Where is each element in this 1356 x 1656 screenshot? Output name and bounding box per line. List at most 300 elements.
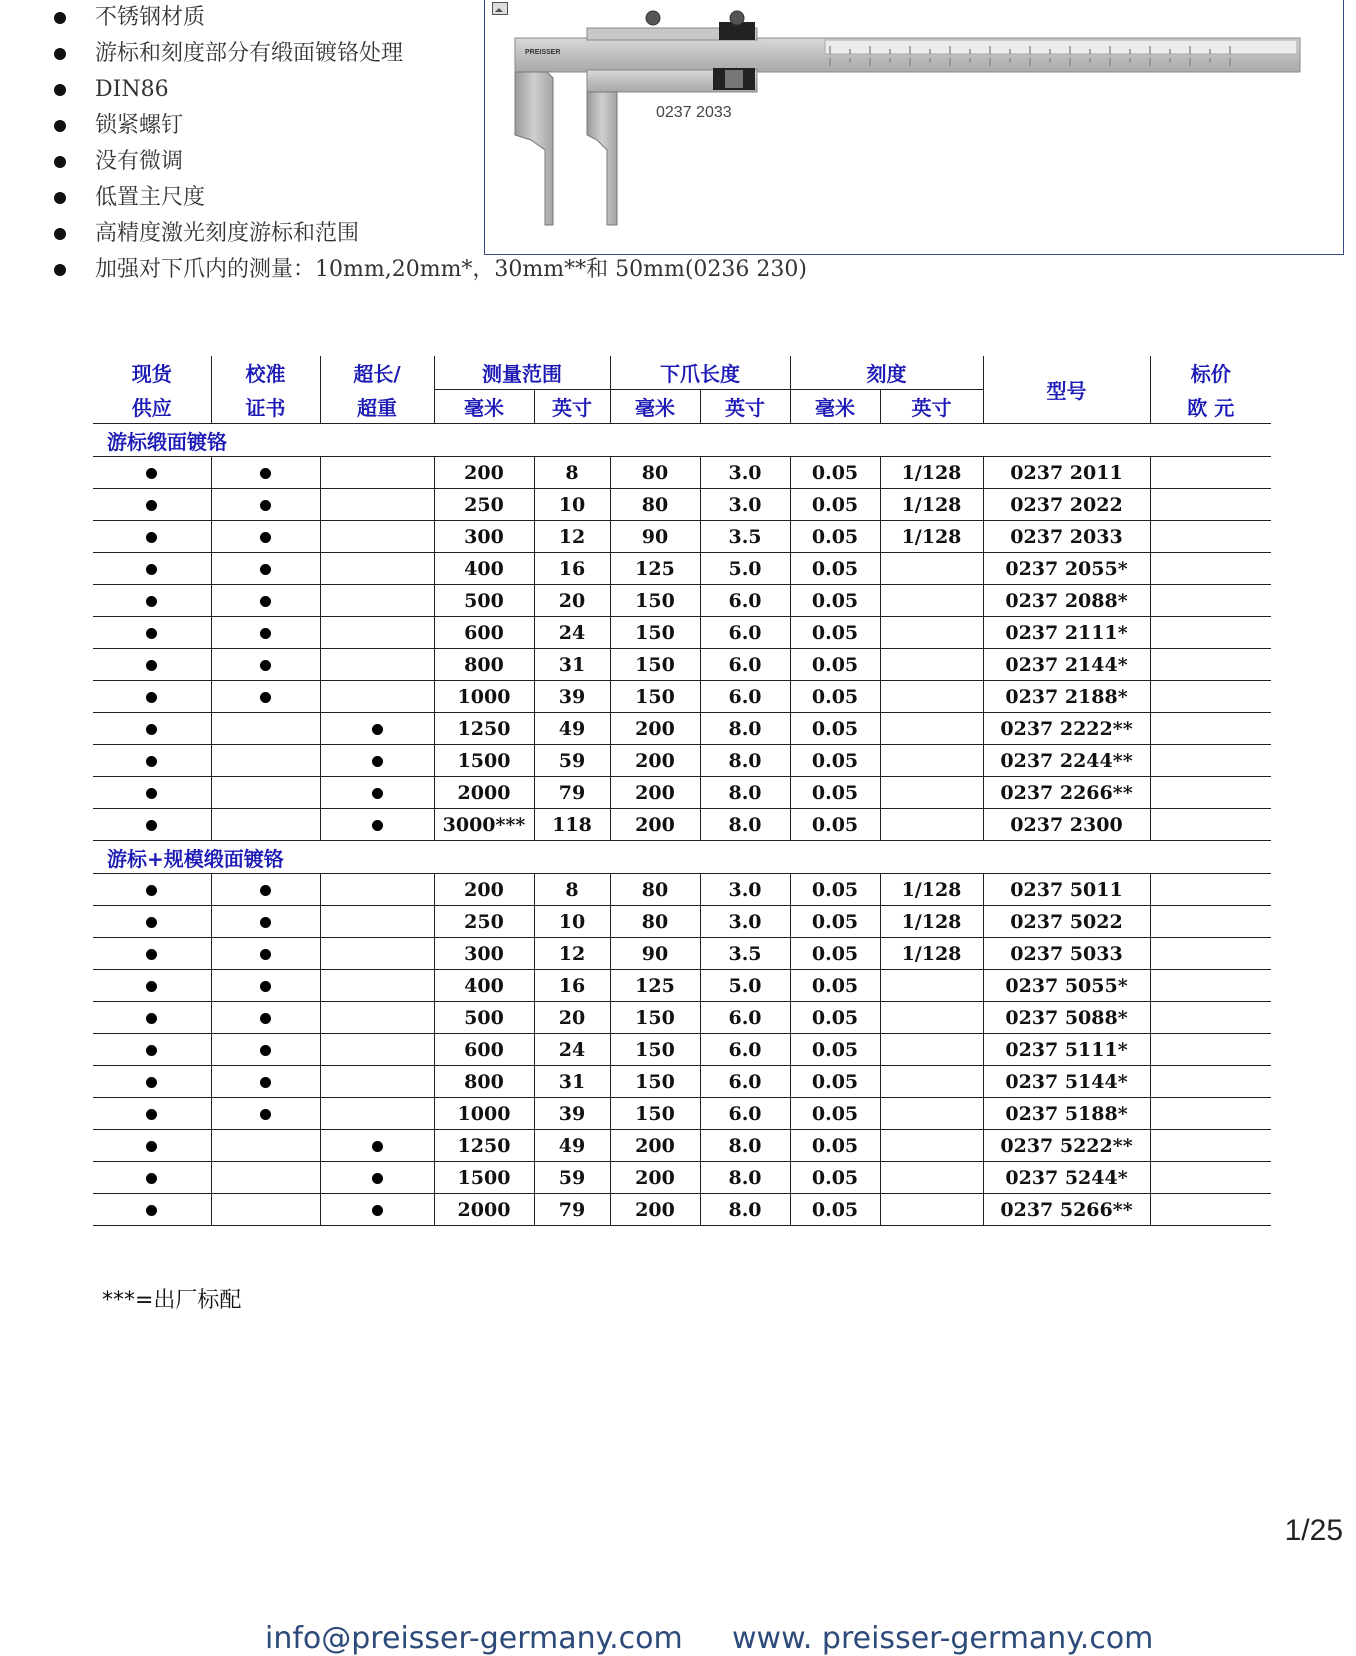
price-cell <box>1150 585 1271 617</box>
header-oversize-2: 超重 <box>320 390 434 424</box>
header-jaw-inch: 英寸 <box>700 390 790 424</box>
footnote: ***=出厂标配 <box>102 1288 242 1313</box>
grad-mm-cell: 0.05 <box>790 938 880 970</box>
bullet-icon <box>146 917 157 928</box>
jaw-in-cell: 3.0 <box>700 457 790 489</box>
bullet-icon <box>260 917 271 928</box>
bullet-icon <box>372 1205 383 1216</box>
model-cell: 0237 5188* <box>983 1098 1150 1130</box>
mm-cell: 1250 <box>434 713 534 745</box>
grad-in-cell <box>880 1034 983 1066</box>
grad-in-cell <box>880 649 983 681</box>
over-cell <box>320 553 434 585</box>
model-cell: 0237 2011 <box>983 457 1150 489</box>
jaw-in-cell: 6.0 <box>700 1034 790 1066</box>
stock-cell <box>93 809 211 841</box>
grad-in-cell <box>880 681 983 713</box>
price-cell <box>1150 649 1271 681</box>
model-cell: 0237 2055* <box>983 553 1150 585</box>
cert-cell <box>211 745 320 777</box>
cert-cell <box>211 585 320 617</box>
over-cell <box>320 809 434 841</box>
section-title: 游标+规模缎面镀铬 <box>93 841 1271 874</box>
header-jaw-mm: 毫米 <box>610 390 700 424</box>
bullet-icon <box>146 692 157 703</box>
stock-cell <box>93 970 211 1002</box>
price-cell <box>1150 874 1271 906</box>
grad-in-cell <box>880 745 983 777</box>
price-cell <box>1150 713 1271 745</box>
model-cell: 0237 2111* <box>983 617 1150 649</box>
bullet-icon <box>260 692 271 703</box>
bullet-icon <box>54 192 66 204</box>
stock-cell <box>93 777 211 809</box>
bullet-icon <box>260 628 271 639</box>
inch-cell: 31 <box>534 649 610 681</box>
jaw-in-cell: 8.0 <box>700 809 790 841</box>
mm-cell: 1000 <box>434 681 534 713</box>
mm-cell: 600 <box>434 1034 534 1066</box>
inch-cell: 49 <box>534 1130 610 1162</box>
grad-in-cell: 1/128 <box>880 906 983 938</box>
jaw-mm-cell: 150 <box>610 649 700 681</box>
bullet-icon <box>260 660 271 671</box>
grad-in-cell <box>880 970 983 1002</box>
header-cert-2: 证书 <box>211 390 320 424</box>
cert-cell <box>211 553 320 585</box>
bullet-icon <box>146 820 157 831</box>
header-grad-inch: 英寸 <box>880 390 983 424</box>
grad-mm-cell: 0.05 <box>790 906 880 938</box>
table-row <box>93 617 1271 649</box>
jaw-in-cell: 3.5 <box>700 938 790 970</box>
jaw-mm-cell: 80 <box>610 906 700 938</box>
bullet-icon <box>54 48 66 60</box>
mm-cell: 250 <box>434 489 534 521</box>
jaw-in-cell: 5.0 <box>700 970 790 1002</box>
cert-cell <box>211 1002 320 1034</box>
caliper-illustration <box>505 0 1325 250</box>
over-cell <box>320 874 434 906</box>
header-jaw-length: 下爪长度 <box>610 356 790 390</box>
grad-in-cell <box>880 777 983 809</box>
grad-mm-cell: 0.05 <box>790 713 880 745</box>
model-cell: 0237 5011 <box>983 874 1150 906</box>
table-row <box>93 938 1271 970</box>
cert-cell <box>211 1066 320 1098</box>
bullet-icon <box>146 1013 157 1024</box>
table-row <box>93 1130 1271 1162</box>
bullet-icon <box>146 949 157 960</box>
model-cell: 0237 2144* <box>983 649 1150 681</box>
product-image-frame <box>484 0 1344 255</box>
stock-cell <box>93 1066 211 1098</box>
over-cell <box>320 585 434 617</box>
jaw-in-cell: 5.0 <box>700 553 790 585</box>
jaw-in-cell: 6.0 <box>700 617 790 649</box>
bullet-icon <box>146 724 157 735</box>
inch-cell: 79 <box>534 1194 610 1226</box>
product-code-label: 0237 2033 <box>656 104 732 121</box>
header-range: 测量范围 <box>434 356 610 390</box>
inch-cell: 49 <box>534 713 610 745</box>
grad-in-cell <box>880 713 983 745</box>
grad-in-cell: 1/128 <box>880 489 983 521</box>
table-row <box>93 1162 1271 1194</box>
inch-cell: 8 <box>534 874 610 906</box>
bullet-icon <box>146 981 157 992</box>
model-cell: 0237 5022 <box>983 906 1150 938</box>
jaw-mm-cell: 200 <box>610 777 700 809</box>
stock-cell <box>93 585 211 617</box>
bullet-icon <box>260 981 271 992</box>
inch-cell: 12 <box>534 938 610 970</box>
mm-cell: 800 <box>434 1066 534 1098</box>
table-row <box>93 457 1271 489</box>
table-row <box>93 585 1271 617</box>
jaw-mm-cell: 200 <box>610 1162 700 1194</box>
bullet-icon <box>146 1141 157 1152</box>
jaw-mm-cell: 80 <box>610 457 700 489</box>
bullet-icon <box>372 1141 383 1152</box>
price-cell <box>1150 457 1271 489</box>
grad-in-cell <box>880 809 983 841</box>
header-stock-1: 现货 <box>131 362 172 387</box>
jaw-in-cell: 3.0 <box>700 906 790 938</box>
bullet-icon <box>146 596 157 607</box>
cert-cell <box>211 938 320 970</box>
bullet-icon <box>54 12 66 24</box>
table-row <box>93 1034 1271 1066</box>
price-cell <box>1150 906 1271 938</box>
mm-cell: 1250 <box>434 1130 534 1162</box>
bullet-icon <box>54 264 66 276</box>
jaw-in-cell: 6.0 <box>700 1066 790 1098</box>
feature-text: 加强对下爪内的测量：10mm,20mm*，30mm**和 50mm(0236 230) <box>95 257 807 282</box>
mm-cell: 1500 <box>434 1162 534 1194</box>
bullet-icon <box>146 532 157 543</box>
bullet-icon <box>146 564 157 575</box>
model-cell: 0237 2222** <box>983 713 1150 745</box>
jaw-mm-cell: 125 <box>610 553 700 585</box>
model-cell: 0237 2088* <box>983 585 1150 617</box>
grad-mm-cell: 0.05 <box>790 1098 880 1130</box>
table-body <box>93 424 1271 1226</box>
model-cell: 0237 2244** <box>983 745 1150 777</box>
specification-table <box>93 356 1271 1226</box>
mm-cell: 300 <box>434 521 534 553</box>
bullet-icon <box>372 788 383 799</box>
bullet-icon <box>146 500 157 511</box>
inch-cell: 20 <box>534 1002 610 1034</box>
model-cell: 0237 2033 <box>983 521 1150 553</box>
brand-mark: PREISSER <box>525 49 561 56</box>
stock-cell <box>93 1098 211 1130</box>
bullet-icon <box>372 1173 383 1184</box>
grad-mm-cell: 0.05 <box>790 617 880 649</box>
jaw-mm-cell: 200 <box>610 713 700 745</box>
price-cell <box>1150 1098 1271 1130</box>
over-cell <box>320 617 434 649</box>
section-header-row <box>93 841 1271 874</box>
grad-in-cell <box>880 1194 983 1226</box>
jaw-mm-cell: 200 <box>610 1130 700 1162</box>
over-cell <box>320 1194 434 1226</box>
grad-mm-cell: 0.05 <box>790 1066 880 1098</box>
over-cell <box>320 521 434 553</box>
over-cell <box>320 745 434 777</box>
bullet-icon <box>146 1077 157 1088</box>
table-row <box>93 874 1271 906</box>
inch-cell: 59 <box>534 745 610 777</box>
mm-cell: 2000 <box>434 777 534 809</box>
price-cell <box>1150 1066 1271 1098</box>
jaw-mm-cell: 150 <box>610 585 700 617</box>
bullet-icon <box>146 1045 157 1056</box>
mm-cell: 400 <box>434 553 534 585</box>
bullet-icon <box>260 1045 271 1056</box>
inch-cell: 20 <box>534 585 610 617</box>
footer-website-link[interactable]: www. preisser-germany.com <box>732 1621 1154 1656</box>
table-row <box>93 777 1271 809</box>
grad-in-cell <box>880 1098 983 1130</box>
bullet-icon <box>260 468 271 479</box>
cert-cell <box>211 809 320 841</box>
stock-cell <box>93 1002 211 1034</box>
jaw-mm-cell: 90 <box>610 938 700 970</box>
grad-mm-cell: 0.05 <box>790 745 880 777</box>
stock-cell <box>93 489 211 521</box>
jaw-mm-cell: 150 <box>610 681 700 713</box>
jaw-in-cell: 6.0 <box>700 1098 790 1130</box>
inch-cell: 8 <box>534 457 610 489</box>
bullet-icon <box>146 788 157 799</box>
jaw-mm-cell: 150 <box>610 1098 700 1130</box>
bullet-icon <box>260 532 271 543</box>
table-row <box>93 713 1271 745</box>
cert-cell <box>211 1194 320 1226</box>
inch-cell: 16 <box>534 970 610 1002</box>
jaw-mm-cell: 150 <box>610 1066 700 1098</box>
grad-mm-cell: 0.05 <box>790 874 880 906</box>
mm-cell: 800 <box>434 649 534 681</box>
feature-text: 锁紧螺钉 <box>95 113 184 138</box>
model-cell: 0237 2266** <box>983 777 1150 809</box>
jaw-in-cell: 8.0 <box>700 1130 790 1162</box>
jaw-mm-cell: 150 <box>610 1034 700 1066</box>
feature-text: 不锈钢材质 <box>95 5 206 30</box>
stock-cell <box>93 617 211 649</box>
grad-in-cell <box>880 617 983 649</box>
bullet-icon <box>146 660 157 671</box>
over-cell <box>320 906 434 938</box>
price-cell <box>1150 1194 1271 1226</box>
stock-cell <box>93 906 211 938</box>
over-cell <box>320 938 434 970</box>
grad-mm-cell: 0.05 <box>790 809 880 841</box>
inch-cell: 118 <box>534 809 610 841</box>
bullet-icon <box>260 564 271 575</box>
bullet-icon <box>260 1013 271 1024</box>
header-price-2: 欧 元 <box>1150 390 1271 424</box>
mm-cell: 1500 <box>434 745 534 777</box>
feature-item <box>40 252 807 288</box>
grad-in-cell: 1/128 <box>880 521 983 553</box>
over-cell <box>320 457 434 489</box>
over-cell <box>320 1130 434 1162</box>
mm-cell: 300 <box>434 938 534 970</box>
header-stock-2: 供应 <box>93 390 211 424</box>
cert-cell <box>211 777 320 809</box>
cert-cell <box>211 489 320 521</box>
bullet-icon <box>54 228 66 240</box>
price-cell <box>1150 521 1271 553</box>
grad-mm-cell: 0.05 <box>790 521 880 553</box>
table-row <box>93 649 1271 681</box>
cert-cell <box>211 1130 320 1162</box>
price-cell <box>1150 553 1271 585</box>
grad-in-cell <box>880 1002 983 1034</box>
model-cell: 0237 5088* <box>983 1002 1150 1034</box>
table-row <box>93 970 1271 1002</box>
table-row <box>93 521 1271 553</box>
bullet-icon <box>146 885 157 896</box>
price-cell <box>1150 1034 1271 1066</box>
grad-in-cell <box>880 1162 983 1194</box>
table-row <box>93 745 1271 777</box>
price-cell <box>1150 489 1271 521</box>
bullet-icon <box>146 756 157 767</box>
model-cell: 0237 5144* <box>983 1066 1150 1098</box>
bullet-icon <box>260 1077 271 1088</box>
jaw-in-cell: 3.0 <box>700 874 790 906</box>
mm-cell: 3000*** <box>434 809 534 841</box>
inch-cell: 10 <box>534 906 610 938</box>
grad-in-cell: 1/128 <box>880 874 983 906</box>
grad-in-cell: 1/128 <box>880 938 983 970</box>
inch-cell: 16 <box>534 553 610 585</box>
grad-mm-cell: 0.05 <box>790 457 880 489</box>
model-cell: 0237 5244* <box>983 1162 1150 1194</box>
mm-cell: 2000 <box>434 1194 534 1226</box>
mm-cell: 400 <box>434 970 534 1002</box>
table-row <box>93 809 1271 841</box>
over-cell <box>320 1162 434 1194</box>
jaw-in-cell: 3.0 <box>700 489 790 521</box>
grad-mm-cell: 0.05 <box>790 777 880 809</box>
price-cell <box>1150 809 1271 841</box>
cert-cell <box>211 1034 320 1066</box>
grad-in-cell <box>880 585 983 617</box>
grad-mm-cell: 0.05 <box>790 1002 880 1034</box>
jaw-in-cell: 6.0 <box>700 649 790 681</box>
bullet-icon <box>146 1173 157 1184</box>
stock-cell <box>93 1194 211 1226</box>
cert-cell <box>211 906 320 938</box>
jaw-in-cell: 8.0 <box>700 1194 790 1226</box>
bullet-icon <box>146 1205 157 1216</box>
header-model: 型号 <box>983 356 1150 424</box>
grad-in-cell <box>880 1130 983 1162</box>
grad-mm-cell: 0.05 <box>790 585 880 617</box>
inch-cell: 31 <box>534 1066 610 1098</box>
feature-text: DIN86 <box>95 77 169 102</box>
footer-email-link[interactable]: info@preisser-germany.com <box>265 1621 683 1656</box>
header-cert-1: 校准 <box>211 356 320 390</box>
bullet-icon <box>54 156 66 168</box>
grad-mm-cell: 0.05 <box>790 1194 880 1226</box>
bullet-icon <box>146 628 157 639</box>
table-row <box>93 1098 1271 1130</box>
stock-cell <box>93 649 211 681</box>
jaw-mm-cell: 200 <box>610 1194 700 1226</box>
jaw-mm-cell: 150 <box>610 1002 700 1034</box>
over-cell <box>320 777 434 809</box>
over-cell <box>320 1098 434 1130</box>
grad-mm-cell: 0.05 <box>790 1130 880 1162</box>
cert-cell <box>211 1098 320 1130</box>
grad-mm-cell: 0.05 <box>790 970 880 1002</box>
jaw-in-cell: 3.5 <box>700 521 790 553</box>
header-graduation: 刻度 <box>790 356 983 390</box>
bullet-icon <box>146 1109 157 1120</box>
grad-mm-cell: 0.05 <box>790 649 880 681</box>
stock-cell <box>93 745 211 777</box>
stock-cell <box>93 874 211 906</box>
stock-cell <box>93 938 211 970</box>
model-cell: 0237 5266** <box>983 1194 1150 1226</box>
jaw-in-cell: 6.0 <box>700 1002 790 1034</box>
jaw-in-cell: 8.0 <box>700 745 790 777</box>
inch-cell: 24 <box>534 617 610 649</box>
grad-mm-cell: 0.05 <box>790 1034 880 1066</box>
stock-cell <box>93 713 211 745</box>
jaw-mm-cell: 150 <box>610 617 700 649</box>
inch-cell: 59 <box>534 1162 610 1194</box>
bullet-icon <box>372 724 383 735</box>
bullet-icon <box>372 820 383 831</box>
grad-mm-cell: 0.05 <box>790 1162 880 1194</box>
bullet-icon <box>260 949 271 960</box>
cert-cell <box>211 970 320 1002</box>
jaw-mm-cell: 80 <box>610 874 700 906</box>
stock-cell <box>93 1162 211 1194</box>
mm-cell: 600 <box>434 617 534 649</box>
jaw-mm-cell: 125 <box>610 970 700 1002</box>
cert-cell <box>211 617 320 649</box>
header-oversize-1: 超长/ <box>320 356 434 390</box>
jaw-mm-cell: 200 <box>610 809 700 841</box>
over-cell <box>320 1066 434 1098</box>
mm-cell: 1000 <box>434 1098 534 1130</box>
stock-cell <box>93 681 211 713</box>
feature-text: 低置主尺度 <box>95 185 206 210</box>
price-cell <box>1150 745 1271 777</box>
jaw-mm-cell: 90 <box>610 521 700 553</box>
price-cell <box>1150 1162 1271 1194</box>
model-cell: 0237 5222** <box>983 1130 1150 1162</box>
mm-cell: 200 <box>434 457 534 489</box>
over-cell <box>320 713 434 745</box>
table-row <box>93 1002 1271 1034</box>
price-cell <box>1150 777 1271 809</box>
price-cell <box>1150 681 1271 713</box>
table-row <box>93 489 1271 521</box>
over-cell <box>320 649 434 681</box>
inch-cell: 24 <box>534 1034 610 1066</box>
inch-cell: 79 <box>534 777 610 809</box>
grad-mm-cell: 0.05 <box>790 681 880 713</box>
